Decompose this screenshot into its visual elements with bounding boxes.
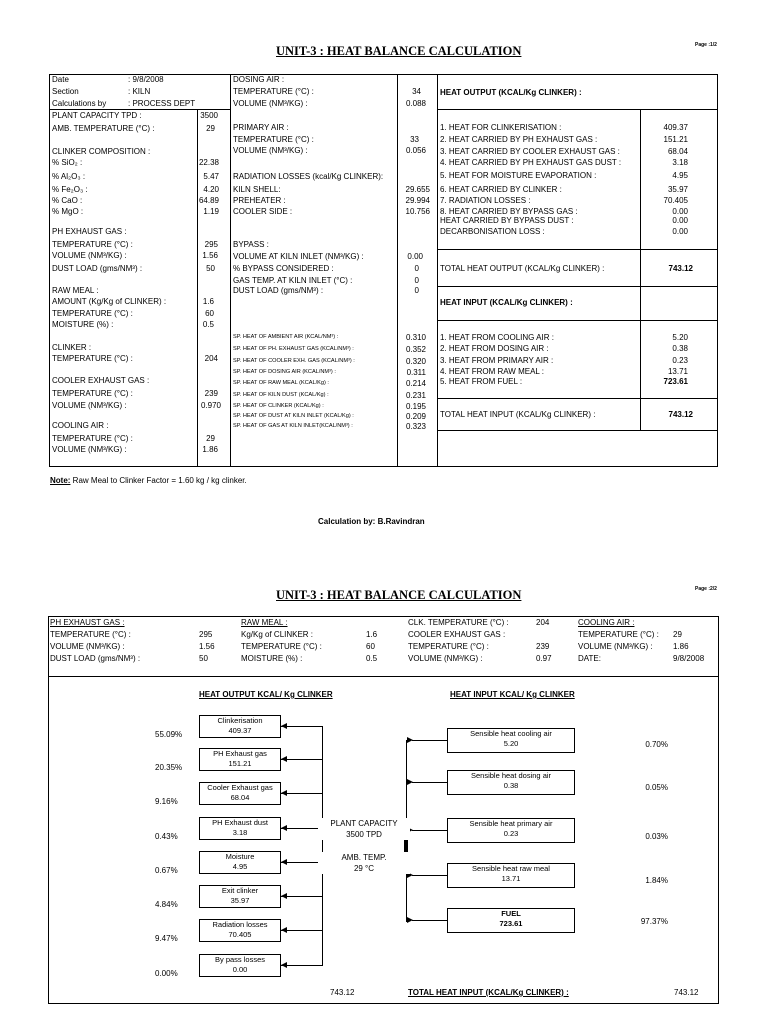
- cooler-exhaust-temp-value: 239: [536, 642, 550, 651]
- total-heat-output-label: TOTAL HEAT OUTPUT (KCAL/Kg CLINKER) :: [440, 264, 605, 273]
- output-value: 4.95: [232, 862, 248, 871]
- kiln-shell-value: 29.655: [405, 185, 430, 194]
- output-trunk-line: [322, 726, 323, 966]
- arrow-left-icon: [281, 859, 287, 865]
- heat-output-item-value: 4.95: [672, 171, 688, 180]
- input-percent: 97.37%: [640, 917, 668, 926]
- input-value: 0.23: [503, 829, 519, 838]
- heat-output-item-label: 2. HEAT CARRIED BY PH EXHAUST GAS :: [440, 135, 598, 144]
- total-heat-input-value: 743.12: [668, 410, 693, 419]
- input-connector-line: [412, 875, 447, 876]
- heat-output-item-label: 1. HEAT FOR CLINKERISATION :: [440, 123, 562, 132]
- output-box: [199, 748, 281, 771]
- clinker-heading: CLINKER :: [52, 343, 92, 352]
- output-box: [199, 885, 281, 908]
- specific-heat-label: SP. HEAT OF RAW MEAL (KCAL/Kg) :: [233, 380, 329, 386]
- output-percent: 0.67%: [155, 866, 178, 875]
- fe2o3-value: 4.20: [203, 185, 219, 194]
- dosing-air-volume-value: 0.088: [405, 99, 426, 108]
- total-heat-input-label: TOTAL HEAT INPUT (KCAL/Kg CLINKER) :: [440, 410, 596, 419]
- heat-input-heading: HEAT INPUT (KCAL/Kg CLINKER) :: [440, 298, 573, 307]
- cooler-exhaust-volume-value: 0.97: [536, 654, 552, 663]
- output-percent: 55.09%: [155, 730, 183, 739]
- cooling-air-volume-value: 1.86: [202, 445, 218, 454]
- amb-temp-label: AMB. TEMP.: [341, 853, 387, 862]
- heat-output-item-label: 4. HEAT CARRIED BY PH EXHAUST GAS DUST :: [440, 158, 622, 167]
- cooler-exhaust-volume-label: VOLUME (NM³/KG) :: [52, 401, 127, 410]
- output-percent: 9.47%: [155, 934, 178, 943]
- input-box: [447, 728, 575, 753]
- ph-volume-value: 1.56: [199, 642, 215, 651]
- heat-output-item-value: 68.04: [667, 147, 688, 156]
- output-value: 68.04: [230, 793, 250, 802]
- mgo-value: 1.19: [203, 207, 219, 216]
- cooler-exhaust-temp-value: 239: [204, 389, 218, 398]
- plant-capacity-box: [318, 818, 410, 840]
- arrow-right-icon: [407, 779, 413, 785]
- divider: [437, 249, 718, 250]
- output-value: 409.37: [228, 726, 252, 735]
- cooling-air-temp-label: TEMPERATURE (°C) :: [52, 434, 133, 443]
- specific-heat-label: SP. HEAT OF KILN DUST (KCAL/Kg) :: [233, 392, 329, 398]
- output-name: Exit clinker: [221, 886, 259, 895]
- raw-meal-kg-label: Kg/Kg of CLINKER :: [241, 630, 314, 639]
- input-name: FUEL: [501, 909, 521, 918]
- specific-heat-value: 0.311: [406, 368, 426, 377]
- output-name: Moisture: [225, 852, 255, 861]
- output-name: By pass losses: [214, 955, 266, 964]
- input-name: Sensible heat dosing air: [470, 771, 552, 780]
- fe2o3-label: % Fe₂O₃ :: [52, 185, 88, 194]
- output-box: [199, 782, 281, 805]
- input-connector-line: [412, 740, 447, 741]
- heat-output-item-value: 0.00: [672, 216, 688, 225]
- input-box: [447, 818, 575, 843]
- date-value: 9/8/2008: [673, 654, 705, 663]
- specific-heat-label: SP. HEAT OF GAS AT KILN INLET(KCAL/NM³) :: [233, 423, 353, 429]
- ph-dust-load-value: 50: [199, 654, 208, 663]
- date-label: DATE:: [578, 654, 601, 663]
- bypass-gas-temp-value: 0: [414, 276, 419, 285]
- cao-label: % CaO :: [52, 196, 83, 205]
- total-heat-input-label: TOTAL HEAT INPUT (KCAL/Kg CLINKER) :: [408, 988, 569, 997]
- preheater-value: 29.994: [405, 196, 430, 205]
- arrow-right-icon: [407, 917, 413, 923]
- heat-output-item-label: 8. HEAT CARRIED BY BYPASS GAS :: [440, 207, 578, 216]
- specific-heat-value: 0.214: [405, 379, 426, 388]
- section-label: Section: [52, 87, 79, 96]
- date-value: : 9/8/2008: [128, 75, 164, 84]
- cooler-side-label: COOLER SIDE :: [233, 207, 293, 216]
- input-box: [447, 770, 575, 795]
- input-box: [447, 908, 575, 933]
- raw-meal-kg-value: 1.6: [366, 630, 378, 639]
- input-connector-line: [412, 782, 447, 783]
- output-percent: 20.35%: [155, 763, 183, 772]
- primary-air-temp-label: TEMPERATURE (°C) :: [233, 135, 314, 144]
- divider: [437, 320, 718, 321]
- specific-heat-label: SP. HEAT OF AMBIENT AIR (KCAL/NM³) :: [233, 334, 339, 340]
- output-value: 3.18: [232, 828, 248, 837]
- ph-temp-label: TEMPERATURE (°C) :: [52, 240, 133, 249]
- output-percent: 4.84%: [155, 900, 178, 909]
- input-name: Sensible heat raw meal: [472, 864, 550, 873]
- heat-output-item-label: 5. HEAT FOR MOISTURE EVAPORATION :: [440, 171, 597, 180]
- dosing-air-temp-value: 34: [412, 87, 421, 96]
- output-value: 0.00: [232, 965, 248, 974]
- calculations-by-label: Calculations by: [52, 99, 107, 108]
- output-name: PH Exhaust dust: [212, 818, 268, 827]
- divider: [437, 430, 718, 431]
- specific-heat-label: SP. HEAT OF DOSING AIR (KCAL/NM³) :: [233, 369, 336, 375]
- heat-input-item-label: 1. HEAT FROM COOLING AIR :: [440, 333, 554, 342]
- arrow-right-icon: [407, 737, 413, 743]
- cooler-exhaust-volume-label: VOLUME (NM³/KG) :: [408, 654, 483, 663]
- heat-input-item-value: 0.38: [672, 344, 688, 353]
- al2o3-value: 5.47: [203, 172, 219, 181]
- bypass-percent-label: % BYPASS CONSIDERED :: [233, 264, 334, 273]
- output-percent: 0.43%: [155, 832, 178, 841]
- preheater-label: PREHEATER :: [233, 196, 286, 205]
- output-connector-line: [281, 793, 322, 794]
- raw-meal-temp-label: TEMPERATURE (°C) :: [241, 642, 322, 651]
- ph-dust-load-value: 50: [206, 264, 215, 273]
- heat-input-item-value: 0.23: [672, 356, 688, 365]
- input-value: 13.71: [501, 874, 521, 883]
- clinker-temp-value: 204: [204, 354, 218, 363]
- heat-output-heading: HEAT OUTPUT (KCAL/Kg CLINKER) :: [440, 88, 582, 97]
- raw-meal-moisture-value: 0.5: [366, 654, 378, 663]
- arrow-left-icon: [281, 825, 287, 831]
- arrow-left-icon: [281, 962, 287, 968]
- raw-meal-moisture-label: MOISTURE (%) :: [241, 654, 303, 663]
- plant-capacity-label: PLANT CAPACITY: [330, 819, 398, 828]
- heat-input-item-value: 13.71: [667, 367, 688, 376]
- plant-capacity-value: 3500 TPD: [346, 830, 382, 839]
- heat-output-item-value: 3.18: [672, 158, 688, 167]
- cooler-exhaust-volume-value: 0.970: [200, 401, 221, 410]
- arrow-left-icon: [281, 723, 287, 729]
- heat-output-item-value: 151.21: [663, 135, 688, 144]
- specific-heat-value: 0.209: [405, 412, 426, 421]
- heat-input-item-value: 5.20: [672, 333, 688, 342]
- specific-heat-value: 0.323: [405, 422, 426, 431]
- amb-temp-box: [318, 852, 410, 874]
- input-name: Sensible heat primary air: [469, 819, 553, 828]
- calculation-by: Calculation by: B.Ravindran: [318, 517, 425, 526]
- page2-title: UNIT-3 : HEAT BALANCE CALCULATION: [276, 588, 522, 602]
- output-name: Cooler Exhaust gas: [207, 783, 273, 792]
- ph-dust-load-label: DUST LOAD (gms/NM³) :: [52, 264, 143, 273]
- raw-meal-temp-value: 60: [205, 309, 214, 318]
- sio2-label: % SiO₂ :: [52, 158, 83, 167]
- output-connector-line: [281, 828, 322, 829]
- specific-heat-label: SP. HEAT OF COOLER EXH. GAS (KCAL/NM³) :: [233, 358, 355, 364]
- heat-output-item-label: 3. HEAT CARRIED BY COOLER EXHAUST GAS :: [440, 147, 620, 156]
- output-percent: 9.16%: [155, 797, 178, 806]
- output-name: PH Exhaust gas: [213, 749, 267, 758]
- input-box: [447, 863, 575, 888]
- heat-input-item-label: 4. HEAT FROM RAW MEAL :: [440, 367, 545, 376]
- bypass-volume-label: VOLUME AT KILN INLET (NM³/KG) :: [233, 252, 364, 261]
- output-name: Radiation losses: [212, 920, 268, 929]
- output-box: [199, 817, 281, 840]
- raw-meal-moisture-label: MOISTURE (%) :: [52, 320, 114, 329]
- heat-output-item-value: 70.405: [663, 196, 688, 205]
- divider: [437, 286, 718, 287]
- specific-heat-value: 0.320: [405, 357, 426, 366]
- cooling-air-volume-label: VOLUME (NM³/KG) :: [52, 445, 127, 454]
- page2-number: Page :2/2: [695, 586, 717, 592]
- clk-temp-label: CLK. TEMPERATURE (°C) :: [408, 618, 509, 627]
- raw-meal-amount-label: AMOUNT (Kg/Kg of CLINKER) :: [52, 297, 167, 306]
- divider: [48, 676, 719, 677]
- output-name: Clinkerisation: [217, 716, 263, 725]
- ph-volume-label: VOLUME (NM³/KG) :: [52, 251, 127, 260]
- cooler-side-value: 10.756: [405, 207, 430, 216]
- cao-value: 64.89: [198, 196, 219, 205]
- cooler-exhaust-temp-label: TEMPERATURE (°C) :: [408, 642, 489, 651]
- raw-meal-temp-value: 60: [366, 642, 375, 651]
- heat-output-item-label: 7. RADIATION LOSSES :: [440, 196, 531, 205]
- ph-dust-load-label: DUST LOAD (gms/NM³) :: [50, 654, 141, 663]
- heat-output-heading: HEAT OUTPUT KCAL/ Kg CLINKER: [199, 690, 333, 699]
- plant-capacity-label: PLANT CAPACITY TPD :: [52, 111, 142, 120]
- primary-air-volume-value: 0.056: [405, 146, 426, 155]
- input-value: 723.61: [499, 919, 523, 928]
- al2o3-label: % Al₂O₃ :: [52, 172, 86, 181]
- raw-meal-amount-value: 1.6: [202, 297, 214, 306]
- dosing-air-volume-label: VOLUME (NM³/KG) :: [233, 99, 308, 108]
- raw-meal-temp-label: TEMPERATURE (°C) :: [52, 309, 133, 318]
- section-value: : KILN: [128, 87, 151, 96]
- output-box: [199, 919, 281, 942]
- heat-output-item-label: HEAT CARRIED BY BYPASS DUST :: [440, 216, 574, 225]
- bypass-dust-value: 0: [414, 286, 419, 295]
- heat-input-heading: HEAT INPUT KCAL/ Kg CLINKER: [450, 690, 575, 699]
- output-value: 70.405: [228, 930, 252, 939]
- ph-volume-value: 1.56: [202, 251, 218, 260]
- divider: [437, 74, 438, 467]
- cooling-air-temp-value: 29: [673, 630, 682, 639]
- note-label: Note:: [50, 476, 71, 485]
- ph-temp-value: 295: [204, 240, 218, 249]
- heat-output-item-value: 35.97: [667, 185, 688, 194]
- amb-temp-label: AMB. TEMPERATURE (°C) :: [52, 124, 155, 133]
- page2-frame: [48, 616, 719, 1004]
- dosing-air-heading: DOSING AIR :: [233, 75, 285, 84]
- kiln-shell-label: KILN SHELL:: [233, 185, 281, 194]
- amb-temp-value: 29 °C: [353, 864, 375, 873]
- ph-temp-label: TEMPERATURE (°C) :: [50, 630, 131, 639]
- specific-heat-value: 0.231: [405, 391, 426, 400]
- arrow-left-icon: [281, 927, 287, 933]
- note-text: Raw Meal to Clinker Factor = 1.60 kg / kg clinker.: [70, 476, 247, 485]
- mgo-label: % MgO :: [52, 207, 84, 216]
- bypass-volume-value: 0.00: [407, 252, 423, 261]
- bypass-gas-temp-label: GAS TEMP. AT KILN INLET (°C) :: [233, 276, 353, 285]
- output-value: 35.97: [230, 896, 250, 905]
- primary-air-volume-label: VOLUME (NM³/KG) :: [233, 146, 308, 155]
- heat-input-item-label: 2. HEAT FROM DOSING AIR :: [440, 344, 549, 353]
- cooling-air-heading: COOLING AIR :: [578, 618, 635, 627]
- input-value: 5.20: [503, 739, 519, 748]
- divider: [437, 109, 718, 110]
- input-percent: 1.84%: [645, 876, 668, 885]
- input-value: 0.38: [503, 781, 519, 790]
- output-box: [199, 954, 281, 977]
- page1-number: Page :1/2: [695, 42, 717, 48]
- cooling-air-volume-value: 1.86: [673, 642, 689, 651]
- arrow-left-icon: [281, 756, 287, 762]
- clk-temp-value: 204: [536, 618, 550, 627]
- output-value: 151.21: [228, 759, 252, 768]
- output-connector-line: [281, 930, 322, 931]
- specific-heat-value: 0.310: [405, 333, 426, 342]
- note: [50, 476, 247, 485]
- output-connector-line: [281, 896, 322, 897]
- ph-temp-value: 295: [199, 630, 213, 639]
- page1-title: UNIT-3 : HEAT BALANCE CALCULATION: [276, 44, 522, 58]
- heat-output-item-label: DECARBONISATION LOSS :: [440, 227, 545, 236]
- plant-capacity-value: 3500: [200, 111, 218, 120]
- cooler-exhaust-temp-label: TEMPERATURE (°C) :: [52, 389, 133, 398]
- specific-heat-value: 0.352: [405, 345, 426, 354]
- arrow-left-icon: [281, 893, 287, 899]
- sio2-value: 22.38: [198, 158, 219, 167]
- heat-output-item-label: 6. HEAT CARRIED BY CLINKER :: [440, 185, 562, 194]
- radiation-losses-heading: RADIATION LOSSES (kcal/Kg CLINKER):: [233, 172, 384, 181]
- output-box: [199, 715, 281, 738]
- input-percent: 0.70%: [645, 740, 668, 749]
- cooling-air-temp-label: TEMPERATURE (°C) :: [578, 630, 659, 639]
- divider: [437, 398, 718, 399]
- input-name: Sensible heat cooling air: [470, 729, 552, 738]
- output-box: [199, 851, 281, 874]
- ph-exhaust-gas-heading: PH EXHAUST GAS :: [52, 227, 127, 236]
- total-heat-output-value: 743.12: [668, 264, 693, 273]
- specific-heat-value: 0.195: [405, 402, 426, 411]
- heat-output-item-value: 0.00: [672, 227, 688, 236]
- cooler-exhaust-heading: COOLER EXHAUST GAS :: [408, 630, 506, 639]
- bypass-heading: BYPASS :: [233, 240, 269, 249]
- total-heat-output-value: 743.12: [330, 988, 355, 997]
- ph-exhaust-gas-heading: PH EXHAUST GAS :: [50, 618, 125, 627]
- input-percent: 0.05%: [645, 783, 668, 792]
- clinker-composition-label: CLINKER COMPOSITION :: [52, 147, 151, 156]
- date-label: Date: [52, 75, 69, 84]
- dosing-air-temp-label: TEMPERATURE (°C) :: [233, 87, 314, 96]
- clinker-temp-label: TEMPERATURE (°C) :: [52, 354, 133, 363]
- amb-temp-value: 29: [206, 124, 215, 133]
- input-connector-line: [412, 920, 447, 921]
- specific-heat-label: SP. HEAT OF CLINKER (KCAL/Kg) :: [233, 403, 324, 409]
- total-heat-input-value: 743.12: [674, 988, 699, 997]
- cooling-air-heading: COOLING AIR :: [52, 421, 109, 430]
- cooling-air-temp-value: 29: [206, 434, 215, 443]
- bypass-percent-value: 0: [414, 264, 419, 273]
- divider: [49, 109, 230, 110]
- heat-input-item-label: 5. HEAT FROM FUEL :: [440, 377, 523, 386]
- heat-output-item-value: 409.37: [663, 123, 688, 132]
- output-percent: 0.00%: [155, 969, 178, 978]
- cooling-air-volume-label: VOLUME (NM³/KG) :: [578, 642, 653, 651]
- bypass-dust-label: DUST LOAD (gms/NM³) :: [233, 286, 324, 295]
- primary-air-temp-value: 33: [410, 135, 419, 144]
- primary-air-heading: PRIMARY AIR :: [233, 123, 289, 132]
- cooler-exhaust-heading: COOLER EXHAUST GAS :: [52, 376, 150, 385]
- output-connector-line: [281, 965, 322, 966]
- specific-heat-label: SP. HEAT OF PH. EXHAUST GAS (KCAL/NM³) :: [233, 346, 354, 352]
- output-connector-line: [281, 726, 322, 727]
- heat-output-item-value: 0.00: [672, 207, 688, 216]
- raw-meal-heading: RAW MEAL :: [241, 618, 288, 627]
- input-percent: 0.03%: [645, 832, 668, 841]
- specific-heat-label: SP. HEAT OF DUST AT KILN INLET (KCAL/Kg) :: [233, 413, 354, 419]
- input-connector-line: [412, 830, 447, 831]
- heat-input-item-value: 723.61: [663, 377, 688, 386]
- output-connector-line: [281, 862, 322, 863]
- raw-meal-moisture-value: 0.5: [202, 320, 214, 329]
- output-connector-line: [281, 759, 322, 760]
- divider: [230, 74, 231, 467]
- arrow-left-icon: [281, 790, 287, 796]
- heat-input-item-label: 3. HEAT FROM PRIMARY AIR :: [440, 356, 554, 365]
- raw-meal-heading: RAW MEAL :: [52, 286, 99, 295]
- ph-volume-label: VOLUME (NM³/KG) :: [50, 642, 125, 651]
- calculations-by-value: : PROCESS DEPT: [128, 99, 196, 108]
